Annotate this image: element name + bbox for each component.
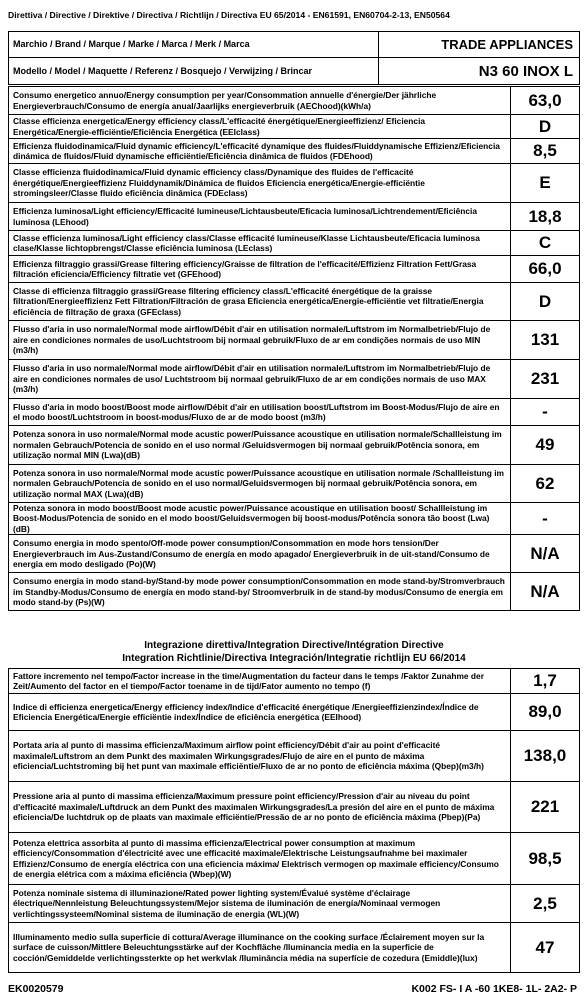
row-label: Consumo energia in modo spento/Off-mode power consumption/Consommation en mode hors tension/Der Energieverbrauch im Aus-Zustand/Consumo de energía en modo apagado/ Energieverbruik in de uit-stand/Consumo de energia em modo desligado (Po)(W) — [9, 535, 511, 573]
row-label: Classe efficienza energetica/Energy efficiency class/L'efficacité énergétique/Energieeffizienz/ Eficiencia Energética/Energie-efficiëntie/Eficiência Energética (EEIclass) — [9, 115, 511, 139]
row-label: Illuminamento medio sulla superficie di cottura/Average illuminance on the cooking surface /Éclairement moyen sur la surface de cuisson/Mittlere Beleuchtungsstärke auf der Kochfläche /Iluminancia media en la superficie de cocción/Gemiddelde verlichtingssterkte op het werkvlak /Iluminância média na superfície de cozedura (Emiddle)(lux) — [9, 923, 511, 973]
table-row — [9, 87, 580, 115]
row-label: Flusso d'aria in uso normale/Normal mode airflow/Débit d'air en utilisation normale/Luftstrom im Normalbetrieb/Flujo de aire en condiciones normales de uso/ Luchtstroom bij normaal gebruik/Fluxo de ar em condições normais de uso MAX (m3/h) — [9, 360, 511, 399]
row-label: Potenza sonora in modo boost/Boost mode acustic power/Puissance acoustique en utilisation boost/ Schallleistung im Boost-Modus/Potencia de sonido en el modo boost/Geluidsvermogen bij boost-modus/Potência sonora tão boost (Lwa)(dB) — [9, 503, 511, 535]
row-label: Classe efficienza fluidodinamica/Fluid dynamic efficiency class/Dynamique des fluides de l'efficacité énergétique/Energieeffizienz Fluiddynamik/Dinámica de fluidos Eficiencia energética/Energie-efficiëntie stromingsleer/Classe fluido eficiência dinâmica (FDEclass) — [9, 164, 511, 203]
row-value: 221 — [511, 782, 580, 833]
row-label: Indice di efficienza energetica/Energy efficiency index/Indice d'efficacité énergétique /Energieeffizienzindex/Índice de Eficiencia Energética/Energie efficiëntie index/Índice de eficiência energética (EEIhood) — [9, 694, 511, 731]
row-value: C — [511, 231, 580, 256]
model-value: N3 60 INOX L — [379, 58, 580, 85]
integration-title — [8, 639, 580, 665]
table-row — [9, 399, 580, 426]
table-row — [9, 203, 580, 231]
table-row — [9, 535, 580, 573]
row-label: Flusso d'aria in uso normale/Normal mode airflow/Débit d'air en utilisation normale/Luftstrom im Normalbetrieb/Flujo de aire en condiciones normales de uso/Luchtstroom bij normaal gebruik/Fluxo de ar em condições normais de uso MIN (m3/h) — [9, 321, 511, 360]
row-value: 89,0 — [511, 694, 580, 731]
row-label: Flusso d'aria in modo boost/Boost mode airflow/Débit d'air en utilisation boost/Luftstrom im Boost-Modus/Flujo de aire en el modo boost/Luchtstroom in boost-modus/Fluxo de ar de modo boost (m3/h) — [9, 399, 511, 426]
table-row — [9, 231, 580, 256]
row-value: 131 — [511, 321, 580, 360]
row-label: Classe di efficienza filtraggio grassi/Grease filtering efficiency class/L'efficacité énergétique de la graisse filtration/Energieeffizienz Fett Filtration/Filtración de grasa Eficiencia energética/Energie-efficiëntie vet filtratie/Energia eficiência de filtração de graxa (GFEclass) — [9, 283, 511, 321]
row-value: E — [511, 164, 580, 203]
table-row — [9, 360, 580, 399]
table-row — [9, 573, 580, 611]
row-label: Consumo energetico annuo/Energy consumption per year/Consommation annuelle d'énergie/Der jährliche Energieverbrauch/Consumo de energía anual/Jaarlijks energieverbruik (AEChood)(kWh/a) — [9, 87, 511, 115]
table-row — [9, 923, 580, 973]
integration-table — [8, 668, 580, 973]
row-value: 2,5 — [511, 885, 580, 923]
row-label: Consumo energia in modo stand-by/Stand-by mode power consumption/Consommation en mode stand-by/Stromverbrauch im Standby-Modus/Consumo de energía en modo stand-by/ Stroomverbruik in de stand-by modus/Consumo de energia em modo stand-by (Ps)(W) — [9, 573, 511, 611]
table-row — [9, 731, 580, 782]
row-value: D — [511, 115, 580, 139]
row-label: Fattore incremento nel tempo/Factor increase in the time/Augmentation du facteur dans le temps /Faktor Zunahme der Zeit/Aumento del factor en el tiempo/Factor toename in de tijd/Fator aumento no tempo (f) — [9, 669, 511, 694]
main-table — [8, 86, 580, 611]
row-label: Efficienza filtraggio grassi/Grease filtering efficiency/Graisse de filtration de l'efficacité/Effizienz Filtration Fett/Grasa filtración eficiencia/Efficiency filtratie vet (GFEhood) — [9, 256, 511, 283]
table-row — [9, 465, 580, 503]
table-row — [9, 426, 580, 465]
directive-line: Direttiva / Directive / Direktive / Directiva / Richtlijn / Directiva EU 65/2014 - EN61591, EN60704-2-13, EN50564 — [8, 10, 450, 20]
row-value: N/A — [511, 573, 580, 611]
row-label: Portata aria al punto di massima efficienza/Maximum airflow point efficiency/Débit d'air au point d'efficacité maximale/Luftstrom an dem Punkt des maximalen Wirkungsgrades/Flujo de aire en el punto de máxima eficiencia/Luchtstroming bij het punt van maximale efficiëntie/Fluxo de ar no ponto de eficiência máxima (Qbep)(m3/h) — [9, 731, 511, 782]
row-value: 231 — [511, 360, 580, 399]
table-row — [9, 115, 580, 139]
row-value: 47 — [511, 923, 580, 973]
row-value: 63,0 — [511, 87, 580, 115]
brand-label: Marchio / Brand / Marque / Marke / Marca / Merk / Marca — [9, 32, 379, 58]
row-value: 8,5 — [511, 139, 580, 164]
row-value: 66,0 — [511, 256, 580, 283]
footer-code-right: K002 FS- I A -60 1KE8- 1L- 2A2- P — [411, 983, 577, 995]
row-value: 49 — [511, 426, 580, 465]
row-label: Classe efficienza luminosa/Light efficiency class/Classe efficacité lumineuse/Klasse Lichtausbeute/Eficacia luminosa clase/Klasse lichtopbrengst/Classe eficiência luminosa (LEclass) — [9, 231, 511, 256]
row-label: Pressione aria al punto di massima efficienza/Maximum pressure point efficiency/Pression d'air au niveau du point d'efficacité maximale/Luftdruck an dem Punkt des maximalen Wirkungsgrades/La presión del aire en el punto de máxima eficiencia/De luchtdruk op de plaats van maximale efficiëntie/Pressão de ar no ponto de eficiência máxima (Pbep)(Pa) — [9, 782, 511, 833]
row-value: 18,8 — [511, 203, 580, 231]
row-value: - — [511, 399, 580, 426]
table-row — [9, 669, 580, 694]
table-row — [9, 139, 580, 164]
table-row — [9, 321, 580, 360]
footer-code-left: EK0020579 — [8, 983, 64, 995]
table-row — [9, 164, 580, 203]
row-label: Efficienza fluidodinamica/Fluid dynamic efficiency/L'efficacité dynamique des fluides/Fluiddynamische Effizienz/Eficiencia dinámica de fluidos/Fluid dynamische efficiëntie/Eficiência dinâmica de fluidos (FDEhood) — [9, 139, 511, 164]
table-row — [9, 885, 580, 923]
integration-title-line-1: Integrazione direttiva/Integration Directive/Intégration Directive — [144, 640, 444, 651]
integration-title-line-2: Integration Richtlinie/Directiva Integración/Integratie richtlijn EU 66/2014 — [122, 653, 466, 664]
row-value: 1,7 — [511, 669, 580, 694]
row-label: Potenza nominale sistema di illuminazione/Rated power lighting system/Évalué système d'éclairage électrique/Nennleistung Beleuchtungssystem/Mejor sistema de iluminación de energía/Nominaal vermogen verlichtingssysteem/Nominal sistema de iluminação de energia (WL)(W) — [9, 885, 511, 923]
row-value: - — [511, 503, 580, 535]
row-value: 62 — [511, 465, 580, 503]
table-row — [9, 256, 580, 283]
brand-value: TRADE APPLIANCES — [379, 32, 580, 58]
row-label: Potenza elettrica assorbita al punto di massima efficienza/Electrical power consumption at maximum efficiency/Consommation d'électricité avec une efficacité maximale/Elektrische Leistungsaufnahme bei maximaler Effizienz/Consumo de energía eléctrica con una eficiencia máxima/ Elektrisch vermogen op maximale efficiency/Consumo de energia elétrica com a máxima eficiência (Wbep)(W) — [9, 833, 511, 885]
row-value: 98,5 — [511, 833, 580, 885]
row-value: N/A — [511, 535, 580, 573]
table-row — [9, 503, 580, 535]
row-value: 138,0 — [511, 731, 580, 782]
row-value: D — [511, 283, 580, 321]
table-row — [9, 782, 580, 833]
table-row — [9, 833, 580, 885]
row-label: Potenza sonora in uso normale/Normal mode acustic power/Puissance acoustique en utilisation normale/Schallleistung im normalen Gebrauch/Potencia de sonido en el uso normal /Geluidsvermogen bij normaal gebruik/Potência sonora, em utilização normal MIN (Lwa)(dB) — [9, 426, 511, 465]
header-table — [8, 31, 580, 85]
model-label: Modello / Model / Maquette / Referenz / Bosquejo / Verwijzing / Brincar — [9, 58, 379, 85]
row-label: Efficienza luminosa/Light efficiency/Efficacité lumineuse/Lichtausbeute/Eficacia luminosa/Lichtrendement/Eficiência luminosa (LEhood) — [9, 203, 511, 231]
row-label: Potenza sonora in uso normale/Normal mode acustic power/Puissance acoustique en utilisation normale /Schallleistung im normalen Gebrauch/Potencia de sonido en el uso normal/Geluidsvermogen bij normaal gebruik/Potência sonora, em utilização normal MAX (Lwa)(dB) — [9, 465, 511, 503]
table-row — [9, 694, 580, 731]
table-row — [9, 283, 580, 321]
